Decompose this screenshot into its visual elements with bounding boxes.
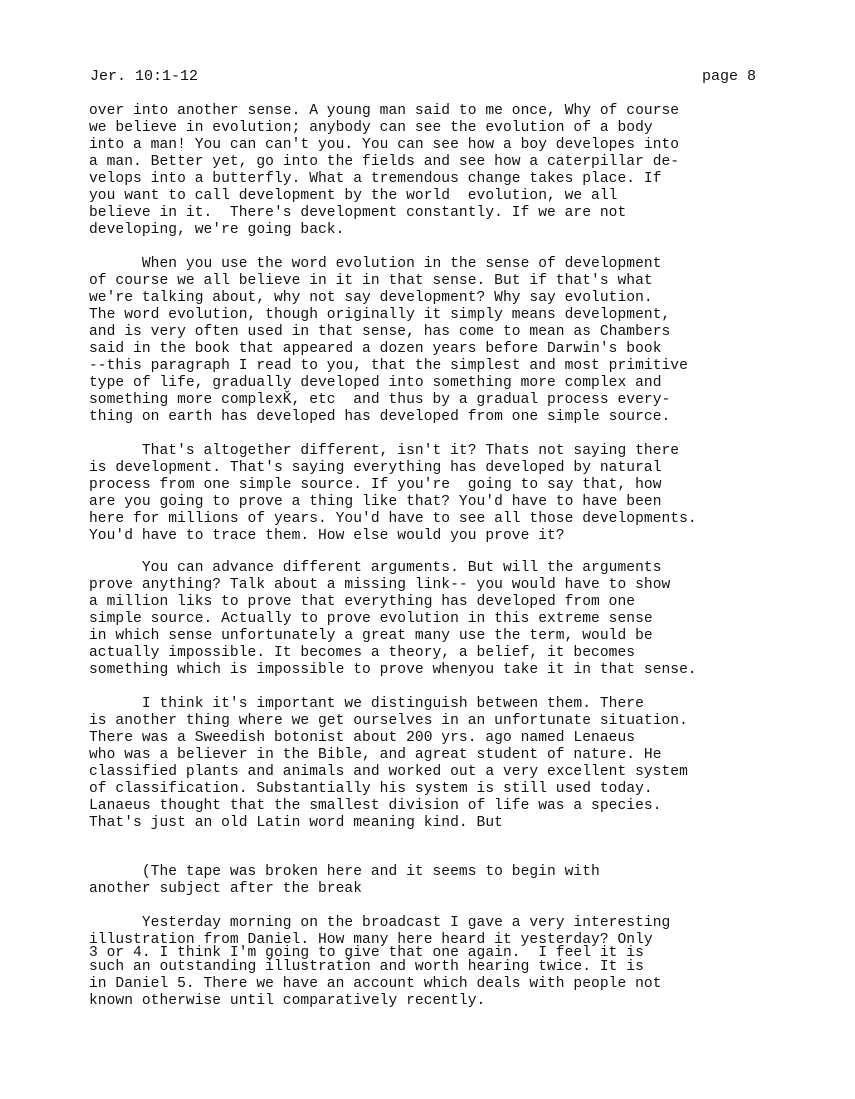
text-line: When you use the word evolution in the sense of development bbox=[89, 256, 662, 272]
text-line: type of life, gradually developed into something more complex and bbox=[89, 375, 662, 391]
text-line: and is very often used in that sense, has come to mean as Chambers bbox=[89, 324, 671, 340]
text-line: something more complexǨ, etc and thus by a gradual process every- bbox=[89, 392, 671, 408]
text-line: classified plants and animals and worked out a very excellent system bbox=[89, 764, 688, 780]
text-line: known otherwise until comparatively recently. bbox=[89, 993, 486, 1009]
text-line: 3 or 4. I think I'm going to give that one again. I feel it is bbox=[89, 945, 644, 961]
text-line: You'd have to trace them. How else would you prove it? bbox=[89, 528, 565, 544]
text-line: simple source. Actually to prove evolution in this extreme sense bbox=[89, 611, 653, 627]
text-line: prove anything? Talk about a missing link-- you would have to show bbox=[89, 577, 671, 593]
page-number: page 8 bbox=[702, 68, 757, 85]
text-line: of course we all believe in it in that sense. But if that's what bbox=[89, 273, 653, 289]
text-line: said in the book that appeared a dozen years before Darwin's book bbox=[89, 341, 662, 357]
text-line: a million liks to prove that everything has developed from one bbox=[89, 594, 636, 610]
text-line: something which is impossible to prove whenyou take it in that sense. bbox=[89, 662, 697, 678]
text-line: developing, we're going back. bbox=[89, 222, 345, 238]
text-line: You can advance different arguments. But will the arguments bbox=[89, 560, 662, 576]
text-line: process from one simple source. If you're going to say that, how bbox=[89, 477, 662, 493]
text-line: over into another sense. A young man said to me once, Why of course bbox=[89, 103, 680, 119]
text-line: here for millions of years. You'd have to see all those developments. bbox=[89, 511, 697, 527]
text-line: is another thing where we get ourselves in an unfortunate situation. bbox=[89, 713, 688, 729]
scripture-reference: Jer. 10:1-12 bbox=[90, 68, 199, 85]
text-line: There was a Sweedish botonist about 200 yrs. ago named Lenaeus bbox=[89, 730, 636, 746]
text-line: in which sense unfortunately a great many use the term, would be bbox=[89, 628, 653, 644]
text-line: velops into a butterfly. What a tremendous change takes place. If bbox=[89, 171, 662, 187]
text-line: a man. Better yet, go into the fields and see how a caterpillar de- bbox=[89, 154, 680, 170]
text-line: Yesterday morning on the broadcast I gave a very interesting bbox=[89, 915, 671, 931]
text-line: illustration from Daniel. How many here heard it yesterday? Only bbox=[89, 932, 653, 948]
text-line: believe in it. There's development constantly. If we are not bbox=[89, 205, 627, 221]
text-line: That's altogether different, isn't it? Thats not saying there bbox=[89, 443, 680, 459]
text-line: Lanaeus thought that the smallest division of life was a species. bbox=[89, 798, 662, 814]
tape-note-line: (The tape was broken here and it seems to begin with bbox=[89, 864, 600, 880]
text-line: actually impossible. It becomes a theory, a belief, it becomes bbox=[89, 645, 636, 661]
text-line: in Daniel 5. There we have an account which deals with people not bbox=[89, 976, 662, 992]
text-line: who was a believer in the Bible, and agreat student of nature. He bbox=[89, 747, 662, 763]
text-line: That's just an old Latin word meaning kind. But bbox=[89, 815, 503, 831]
text-line: into a man! You can can't you. You can see how a boy developes into bbox=[89, 137, 680, 153]
text-line: thing on earth has developed has developed from one simple source. bbox=[89, 409, 671, 425]
text-line: such an outstanding illustration and worth hearing twice. It is bbox=[89, 959, 644, 975]
text-line: you want to call development by the world evolution, we all bbox=[89, 188, 618, 204]
tape-note-line: another subject after the break bbox=[89, 881, 363, 897]
text-line: --this paragraph I read to you, that the simplest and most primitive bbox=[89, 358, 688, 374]
text-line: of classification. Substantially his system is still used today. bbox=[89, 781, 653, 797]
text-line: is development. That's saying everything has developed by natural bbox=[89, 460, 662, 476]
text-line: are you going to prove a thing like that? You'd have to have been bbox=[89, 494, 662, 510]
text-line: The word evolution, though originally it simply means development, bbox=[89, 307, 671, 323]
text-line: we believe in evolution; anybody can see the evolution of a body bbox=[89, 120, 653, 136]
text-line: I think it's important we distinguish between them. There bbox=[89, 696, 644, 712]
text-line: we're talking about, why not say development? Why say evolution. bbox=[89, 290, 653, 306]
